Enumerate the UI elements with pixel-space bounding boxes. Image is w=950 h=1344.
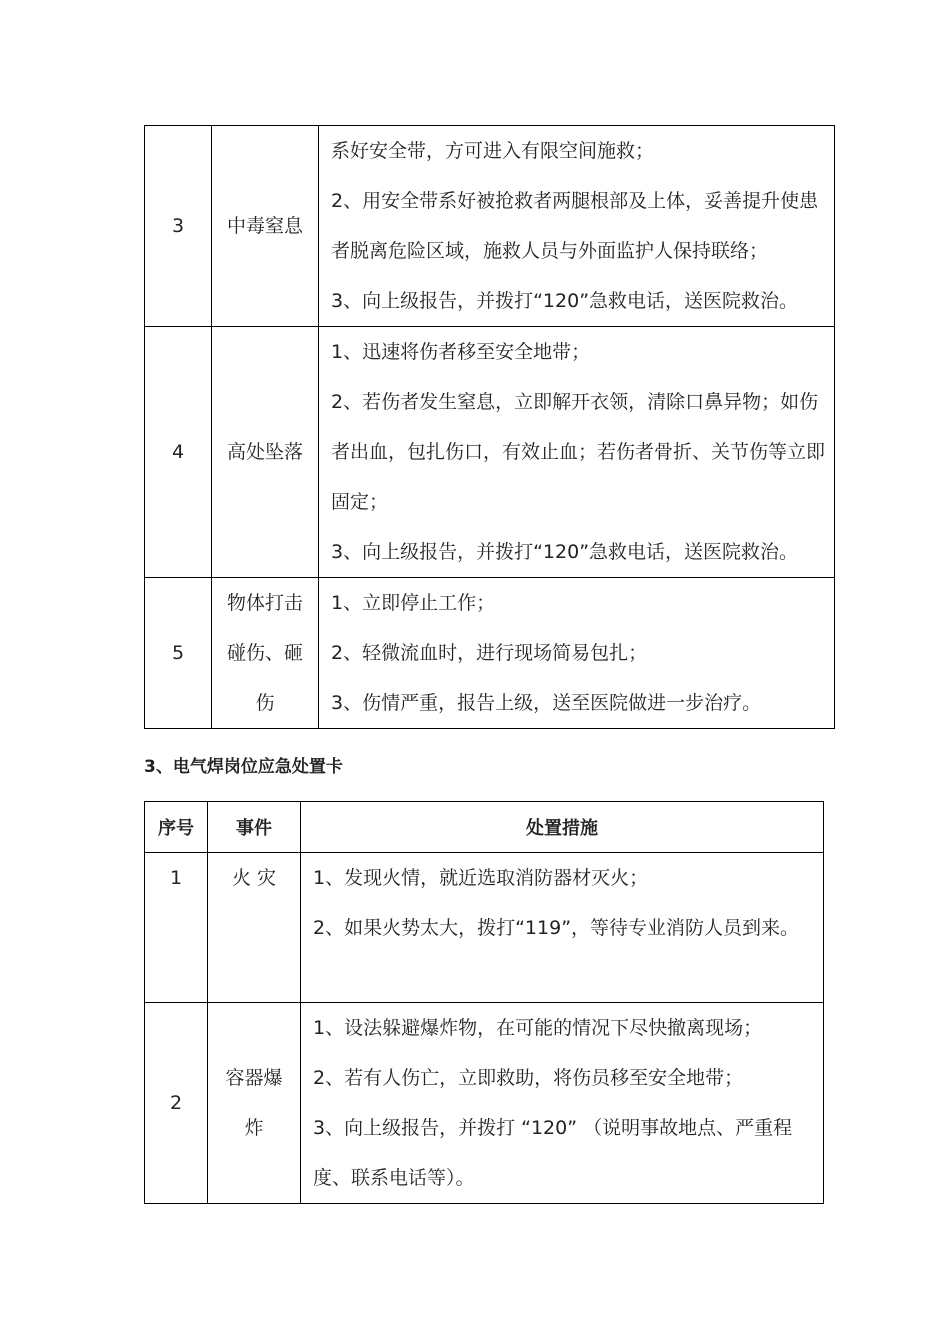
event-line: 容器爆	[225, 1067, 283, 1089]
event-cell	[208, 853, 301, 1003]
event-cell	[212, 578, 319, 729]
table-row	[145, 126, 835, 327]
measure-item: 系好安全带，方可进入有限空间施救；	[331, 140, 655, 162]
event-line: 中毒窒息	[226, 215, 303, 237]
measure-item: 2、如果火势太大，拨打“119”，等待专业消防人员到来。	[313, 917, 800, 939]
section-heading: 3、电气焊岗位应急处置卡	[144, 757, 343, 777]
header-number: 序号	[145, 802, 208, 853]
measure-item: 1、迅速将伤者移至安全地带；	[331, 341, 591, 363]
event-line: 炸	[244, 1117, 264, 1139]
header-event: 事件	[208, 802, 301, 853]
measure-item: 2、若伤者发生窒息，立即解开衣领，清除口鼻异物；如伤者出血，包扎伤口，有效止血；若伤者骨折、关节伤等立即固定；	[331, 391, 826, 513]
measures-cell	[319, 126, 835, 327]
row-number: 2	[145, 1003, 208, 1204]
measure-item: 1、立即停止工作；	[331, 592, 496, 614]
event-cell	[212, 126, 319, 327]
emergency-table-continued	[144, 125, 835, 729]
event-line: 高处坠落	[226, 441, 303, 463]
event-line: 物体打击	[226, 592, 303, 614]
measure-item: 2、用安全带系好被抢救者两腿根部及上体，妥善提升使患者脱离危险区域，施救人员与外面监护人保持联络；	[331, 190, 819, 262]
measure-item: 2、若有人伤亡，立即救助，将伤员移至安全地带；	[313, 1067, 744, 1089]
measures-cell	[301, 853, 824, 1003]
table-row	[145, 327, 835, 578]
table-row	[145, 1003, 824, 1204]
measures-cell	[301, 1003, 824, 1204]
event-cell	[208, 1003, 301, 1204]
table-row	[145, 578, 835, 729]
row-number: 3	[145, 126, 212, 327]
table-row	[145, 853, 824, 1003]
measures-cell	[319, 578, 835, 729]
measure-item: 3、伤情严重，报告上级，送至医院做进一步治疗。	[331, 692, 762, 714]
measure-item: 3、向上级报告，并拨打 “120” （说明事故地点、严重程度、联系电话等）。	[313, 1117, 793, 1189]
row-number: 1	[145, 853, 208, 1003]
measure-item: 1、设法躲避爆炸物，在可能的情况下尽快撤离现场；	[313, 1017, 763, 1039]
event-cell	[212, 327, 319, 578]
measure-item: 2、轻微流血时，进行现场简易包扎；	[331, 642, 648, 664]
measure-item: 3、向上级报告，并拨打“120”急救电话，送医院救治。	[331, 541, 799, 563]
measures-cell	[319, 327, 835, 578]
table-header-row	[145, 802, 824, 853]
row-number: 4	[145, 327, 212, 578]
measure-item: 3、向上级报告，并拨打“120”急救电话，送医院救治。	[331, 290, 799, 312]
event-line: 碰伤、砸	[226, 642, 303, 664]
header-measures: 处置措施	[301, 802, 824, 853]
row-number: 5	[145, 578, 212, 729]
measure-item: 1、发现火情，就近选取消防器材灭火；	[313, 867, 649, 889]
event-line: 火 灾	[231, 867, 277, 889]
welding-emergency-table	[144, 801, 824, 1204]
event-line: 伤	[255, 692, 275, 714]
